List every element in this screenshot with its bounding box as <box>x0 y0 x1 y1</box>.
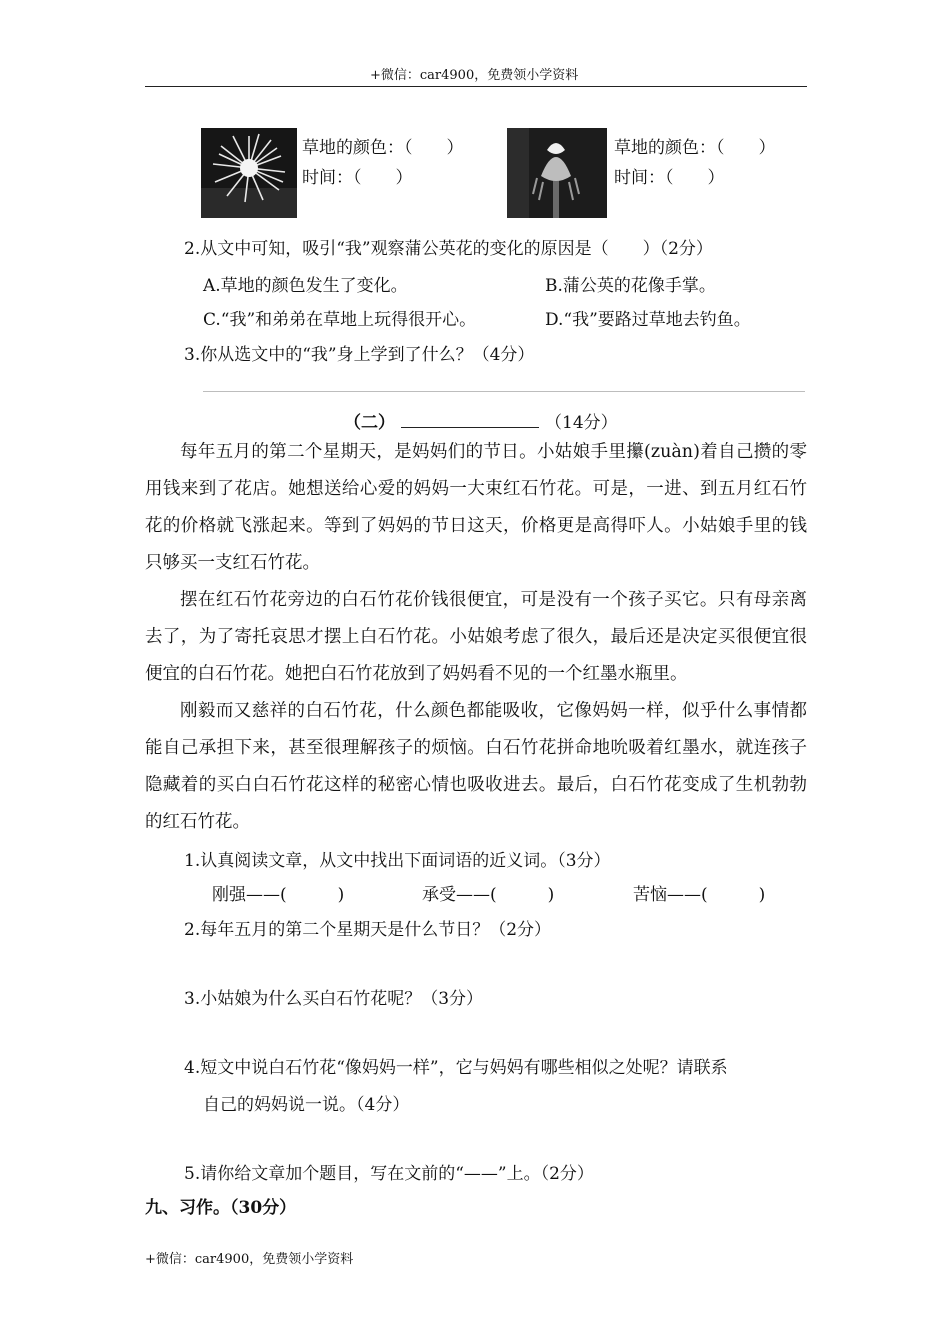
answer-line <box>203 391 805 392</box>
header-rule <box>145 86 807 87</box>
title-blank-line <box>401 411 539 428</box>
passage-paragraph-3: 刚毅而又慈祥的白石竹花，什么颜色都能吸收，它像妈妈一样，似乎什么事情都能自己承担下来，甚至很理解孩子的烦恼。白石竹花拼命地吮吸着红墨水，就连孩子隐藏着的买白白石竹花这样的秘密心情也吸收进去。最后，白石竹花变成了生机勃勃的红石竹花。 <box>145 701 807 832</box>
passage-paragraph-2: 摆在红石竹花旁边的白石竹花价钱很便宜，可是没有一个孩子买它。只有母亲离去了，为了寄托哀思才摆上白石竹花。小姑娘考虑了很久，最后还是决定买很便宜很便宜的白石竹花。她把白石竹花放到了妈妈看不见的一个红墨水瓶里。 <box>145 590 807 684</box>
part2-question-4-line2: 自己的妈妈说一说。（4分） <box>203 1095 410 1115</box>
part2-question-4-line1: 4.短文中说白石竹花“像妈妈一样”，它与妈妈有哪些相似之处呢？请联系 <box>184 1058 728 1078</box>
page-header: +微信：car4900，免费领小学资料 <box>370 68 579 83</box>
section-9-title: 九、习作。（30分） <box>145 1198 297 1218</box>
passage <box>145 434 807 841</box>
part1-option-a: A.草地的颜色发生了变化。 <box>203 276 408 296</box>
image2-time-blank: 时间：（ ） <box>614 168 725 188</box>
synonym-blank-2: 承受——( ) <box>422 885 555 905</box>
part2-question-1: 1.认真阅读文章，从文中找出下面词语的近义词。（3分） <box>184 851 611 871</box>
part2-question-3: 3.小姑娘为什么买白石竹花呢？（3分） <box>184 989 484 1009</box>
part2-question-5: 5.请你给文章加个题目，写在文前的“——”上。（2分） <box>184 1164 594 1184</box>
part1-question-2: 2.从文中可知，吸引“我”观察蒲公英花的变化的原因是（ ）（2分） <box>184 239 713 259</box>
part1-option-c: C.“我”和弟弟在草地上玩得很开心。 <box>203 310 477 330</box>
part1-option-d: D.“我”要路过草地去钓鱼。 <box>545 310 751 330</box>
dandelion-flower-open-photo <box>201 128 297 218</box>
page-footer: +微信：car4900，免费领小学资料 <box>145 1252 354 1267</box>
image1-time-blank: 时间：（ ） <box>302 168 413 188</box>
synonym-blank-1: 刚强——( ) <box>212 885 345 905</box>
synonym-blank-3: 苦恼——( ) <box>633 885 766 905</box>
image2-color-blank: 草地的颜色：（ ） <box>614 138 776 158</box>
image1-color-blank: 草地的颜色：（ ） <box>302 138 464 158</box>
part2-question-2: 2.每年五月的第二个星期天是什么节日？（2分） <box>184 920 552 940</box>
part2-title-score: （14分） <box>545 413 618 433</box>
part1-question-3: 3.你从选文中的“我”身上学到了什么？（4分） <box>184 345 535 365</box>
part1-option-b: B.蒲公英的花像手掌。 <box>545 276 716 296</box>
part2-title <box>344 408 618 433</box>
dandelion-flower-closed-photo <box>507 128 607 218</box>
part2-title-prefix: （二） <box>344 413 395 433</box>
passage-paragraph-1: 每年五月的第二个星期天，是妈妈们的节日。小姑娘手里攥(zuàn)着自己攒的零用钱来到了花店。她想送给心爱的妈妈一大束红石竹花。可是，一进、到五月红石竹花的价格就飞涨起来。等到了妈妈的节日这天，价格更是高得吓人。小姑娘手里的钱只够买一支红石竹花。 <box>145 442 807 573</box>
